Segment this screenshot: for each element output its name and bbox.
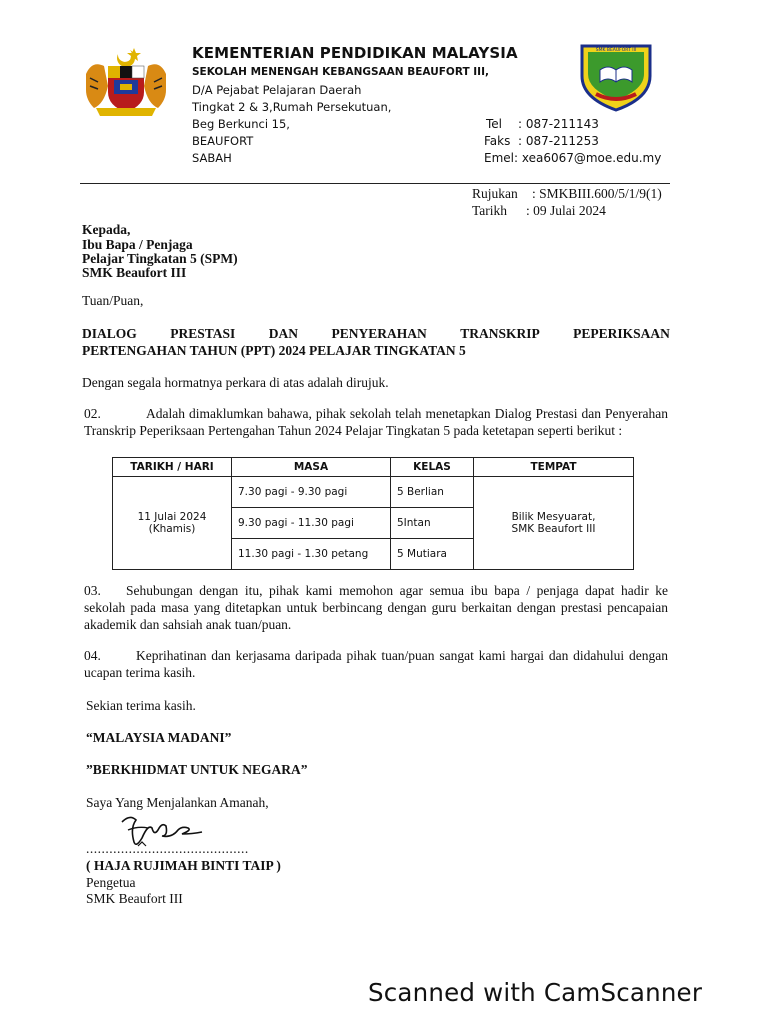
address-line: SABAH (192, 151, 232, 165)
subject-word: PEPERIKSAAN (573, 326, 670, 341)
malaysia-coat-of-arms-icon (80, 44, 172, 120)
header-divider (80, 183, 670, 184)
masa-cell: 9.30 pagi - 11.30 pagi (232, 508, 391, 539)
fax-value: : 087-211253 (518, 134, 599, 148)
kelas-cell: 5 Berlian (391, 477, 474, 508)
place-line: SMK Beaufort III (511, 523, 596, 535)
table-row (113, 477, 634, 508)
subject-word: DAN (268, 326, 298, 341)
email-value: : xea6067@moe.edu.my (514, 151, 662, 165)
tel-value: : 087-211143 (518, 117, 599, 131)
col-header: TEMPAT (474, 458, 634, 477)
subject-word: TRANSKRIP (460, 326, 540, 341)
school-crest-icon (576, 40, 656, 112)
subject-word: PRESTASI (170, 326, 236, 341)
kelas-cell: 5 Mutiara (391, 539, 474, 570)
address-line: Tingkat 2 & 3,Rumah Persekutuan, (192, 100, 392, 114)
school-name: SEKOLAH MENENGAH KEBANGSAAN BEAUFORT III, (192, 66, 489, 78)
signer-school: SMK Beaufort III (86, 891, 183, 906)
kelas-cell: 5Intan (391, 508, 474, 539)
recipient-line: Pelajar Tingkatan 5 (SPM) (82, 251, 238, 266)
col-header: TARIKH / HARI (113, 458, 232, 477)
motto-madani: “MALAYSIA MADANI” (86, 730, 232, 745)
masa-cell: 7.30 pagi - 9.30 pagi (232, 477, 391, 508)
col-header: MASA (232, 458, 391, 477)
recipient-line: SMK Beaufort III (82, 265, 187, 280)
schedule-table (112, 457, 634, 570)
signature-dots: .......................................... (86, 841, 249, 856)
recipient-line: Ibu Bapa / Penjaga (82, 237, 193, 252)
para-number: 03. (84, 583, 101, 598)
salutation: Tuan/Puan, (82, 293, 144, 308)
fax-label: Faks (484, 134, 511, 148)
para-02-text: Adalah dimaklumkan bahawa, pihak sekolah telah menetapkan Dialog Prestasi dan Penyerahan Transkrip Peperiksaan Pertengahan Tahun 2024 Pelajar Tingkatan 5 pada ketetapan seperti berikut : (84, 406, 668, 438)
address-line: Beg Berkunci 15, (192, 117, 290, 131)
motto-berkhidmat: ”BERKHIDMAT UNTUK NEGARA” (86, 762, 308, 777)
signer-title: Pengetua (86, 875, 136, 890)
para-number: 04. (84, 648, 101, 663)
signer-name: ( HAJA RUJIMAH BINTI TAIP ) (86, 858, 281, 873)
place-cell (474, 477, 634, 570)
address-line: BEAUFORT (192, 134, 254, 148)
para-03-text: Sehubungan dengan itu, pihak kami memohon agar semua ibu bapa / penjaga dapat hadir ke sekolah pada masa yang ditetapkan untuk berbincang dengan guru berkaitan dengan prestasi pencapaian akademik dan sahsiah anak tuan/puan. (84, 583, 668, 632)
closing-line: Sekian terima kasih. (86, 698, 196, 713)
day-text: (Khamis) (148, 523, 196, 535)
address-line: D/A Pejabat Pelajaran Daerah (192, 83, 362, 97)
para-number: 02. (84, 406, 101, 421)
ministry-title: KEMENTERIAN PENDIDIKAN MALAYSIA (192, 44, 518, 62)
date-text: 11 Julai 2024 (137, 511, 207, 523)
crest-text: SMK BEAUFORT III (595, 48, 637, 53)
tel-label: Tel (486, 117, 503, 131)
date-cell (113, 477, 232, 570)
rujukan-value: : SMKBIII.600/5/1/9(1) (532, 186, 662, 201)
amanah-line: Saya Yang Menjalankan Amanah, (86, 795, 269, 810)
rujukan-label: Rujukan (472, 186, 518, 201)
place-line: Bilik Mesyuarat, (511, 511, 596, 523)
camscanner-watermark: Scanned with CamScanner (368, 978, 703, 1007)
col-header: KELAS (391, 458, 474, 477)
email-label: Emel (484, 151, 514, 165)
table-header-row (113, 458, 634, 477)
para-04-text: Keprihatinan dan kerjasama daripada pihak tuan/puan sangat kami hargai dan didahului dengan ucapan terima kasih. (84, 648, 668, 680)
recipient-line: Kepada, (82, 222, 131, 237)
tarikh-label: Tarikh (472, 203, 508, 218)
tarikh-value: : 09 Julai 2024 (526, 203, 606, 218)
masa-cell: 11.30 pagi - 1.30 petang (232, 539, 391, 570)
subject-line-2: PERTENGAHAN TAHUN (PPT) 2024 PELAJAR TINGKATAN 5 (82, 343, 466, 358)
subject-line-1 (82, 325, 670, 342)
subject-word: PENYERAHAN (331, 326, 427, 341)
opening-line: Dengan segala hormatnya perkara di atas adalah dirujuk. (82, 375, 389, 390)
subject-word: DIALOG (82, 326, 137, 341)
